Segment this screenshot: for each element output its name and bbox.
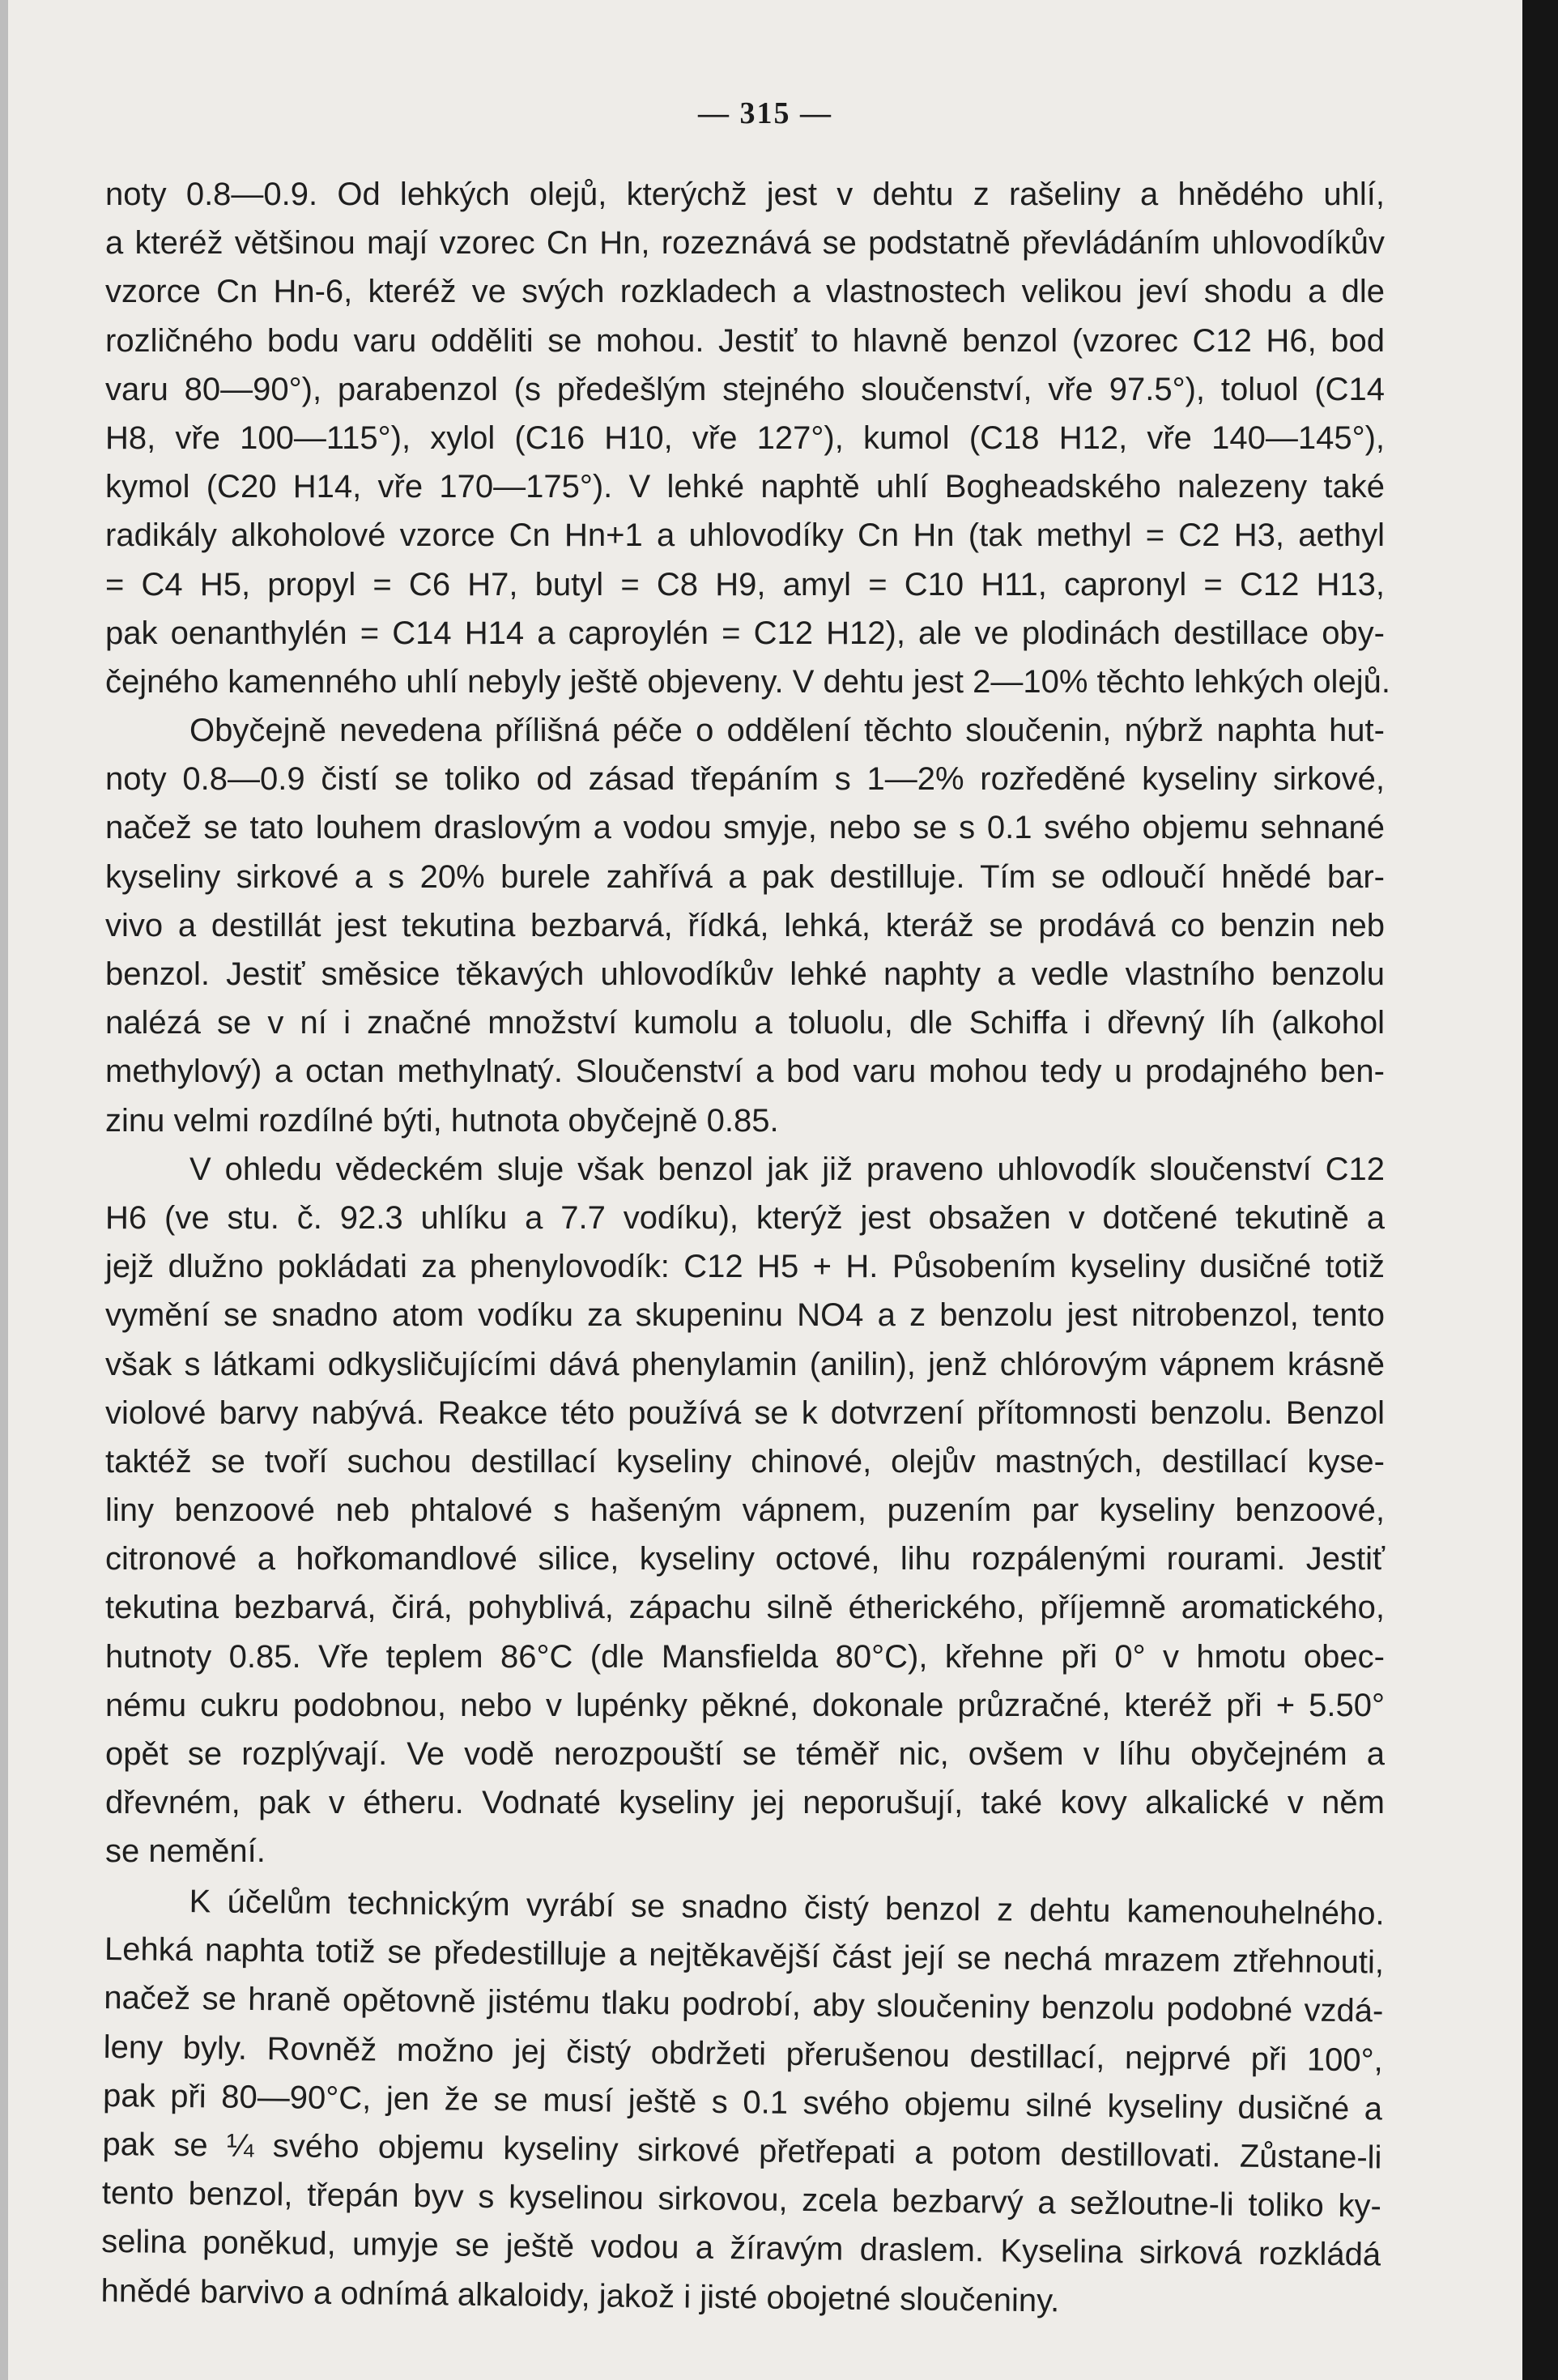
text-line: kyseliny sirkové a s 20% burele zahřívá a pak destilluje. Tím se odloučí hnědé bar- <box>105 858 1385 895</box>
text-line: citronové a hořkomandlové silice, kyseliny octové, lihu rozpálenými rourami. Jestiť <box>105 1541 1385 1577</box>
text-line: nalézá se v ní i značné množství kumolu a toluolu, dle Schiffa i dřevný líh (alkohol <box>105 1005 1385 1041</box>
text-line: methylový) a octan methylnatý. Sloučenství a bod varu mohou tedy u prodajného ben- <box>105 1054 1385 1090</box>
text-line: pak oenanthylén = C14 H14 a caproylén = C12 H12), ale ve plodinách destillace oby- <box>105 615 1385 651</box>
body-text <box>100 170 1390 2318</box>
text-line: = C4 H5, propyl = C6 H7, butyl = C8 H9, amyl = C10 H11, capronyl = C12 H13, <box>105 566 1385 602</box>
text-line: taktéž se tvoří suchou destillací kyseliny chinové, olejův mastných, destillací kyse- <box>105 1443 1385 1480</box>
text-line: Lehká naphta totiž se předestilluje a nejtěkavější část její se nechá mrazem ztřehnouti, <box>104 1931 1385 1981</box>
text-line: benzol. Jestiť směsice těkavých uhlovodíkův lehké naphty a vedle vlastního benzolu <box>105 956 1385 992</box>
text-line: načež se hraně opětovně jistému tlaku podrobí, aby sloučeniny benzolu podobné vzdá- <box>104 1979 1384 2029</box>
text-line: načež se tato louhem draslovým a vodou smyje, nebo se s 0.1 svého objemu sehnané <box>105 810 1385 846</box>
text-line: K účelům technickým vyrábí se snadno čistý benzol z dehtu kamenouhelného. <box>189 1883 1385 1932</box>
text-line: leny byly. Rovněž možno jej čistý obdržeti přerušenou destillací, nejprvé při 100°, <box>103 2029 1383 2078</box>
text-line: H6 (ve stu. č. 92.3 uhlíku a 7.7 vodíku), kterýž jest obsažen v dotčené tekutině a <box>105 1199 1385 1236</box>
page-number: — 315 — <box>698 96 832 130</box>
text-line: jejž dlužno pokládati za phenylovodík: C12 H5 + H. Působením kyseliny dusičné totiž <box>105 1249 1385 1285</box>
text-line: nému cukru podobnou, nebo v lupénky pěkné, dokonale průzračné, kteréž při + 5.50° <box>105 1687 1385 1723</box>
text-line: pak se ¼ svého objemu kyseliny sirkové přetřepati a potom destillovati. Zůstane-li <box>102 2126 1382 2176</box>
text-line: však s látkami odkysličujícími dává phenylamin (anilin), jenž chlórovým vápnem krásně <box>105 1346 1385 1382</box>
paragraph-1 <box>105 170 1390 706</box>
text-line: rozličného bodu varu odděliti se mohou. Jestiť to hlavně benzol (vzorec C12 H6, bod <box>105 322 1385 359</box>
text-line: zinu velmi rozdílné býti, hutnota obyčejně 0.85. <box>105 1102 779 1139</box>
text-line: kymol (C20 H14, vře 170—175°). V lehké naphtě uhlí Bogheadského nalezeny také <box>105 469 1385 505</box>
text-line: opět se rozplývají. Ve vodě nerozpouští se téměř nic, ovšem v líhu obyčejném a <box>105 1736 1385 1772</box>
text-line: violové barvy nabývá. Reakce této používá se k dotvrzení přítomnosti benzolu. Benzol <box>105 1394 1385 1431</box>
text-line: hnědé barvivo a odnímá alkaloidy, jakož i jisté obojetné sloučeniny. <box>100 2272 1060 2318</box>
paragraph-3 <box>105 1145 1385 1876</box>
paragraph-4 <box>100 1876 1385 2328</box>
text-line: čejného kamenného uhlí nebyly ještě objeveny. V dehtu jest 2—10% těchto lehkých olejů. <box>105 663 1390 700</box>
text-line: varu 80—90°), parabenzol (s předešlým stejného sloučenství, vře 97.5°), toluol (C14 <box>105 371 1385 407</box>
text-line: vzorce Cn Hn-6, kteréž ve svých rozkladech a vlastnostech velikou jeví shodu a dle <box>105 274 1385 310</box>
text-line: liny benzoové neb phtalové s hašeným vápnem, puzením par kyseliny benzoové, <box>105 1492 1385 1529</box>
text-line: vivo a destillát jest tekutina bezbarvá, řídká, lehká, kteráž se prodává co benzin neb <box>105 907 1385 943</box>
text-line: H8, vře 100—115°), xylol (C16 H10, vře 127°), kumol (C18 H12, vře 140—145°), <box>105 419 1385 456</box>
text-line: pak při 80—90°C, jen že se musí ještě s 0.1 svého objemu silné kyseliny dusičné a <box>102 2077 1383 2127</box>
text-line: radikály alkoholové vzorce Cn Hn+1 a uhlovodíky Cn Hn (tak methyl = C2 H3, aethyl <box>105 517 1385 554</box>
text-line: hutnoty 0.85. Vře teplem 86°C (dle Mansfielda 80°C), křehne při 0° v hmotu obec- <box>105 1638 1385 1675</box>
text-line: selina poněkud, umyje se ještě vodou a žíravým draslem. Kyselina sirková rozkládá <box>101 2223 1381 2273</box>
text-line: tekutina bezbarvá, čirá, pohyblivá, zápachu silně étherického, příjemně aromatického, <box>105 1590 1385 1626</box>
text-line: vymění se snadno atom vodíku za skupeninu NO4 a z benzolu jest nitrobenzol, tento <box>105 1297 1385 1334</box>
text-line: se nemění. <box>105 1833 266 1870</box>
text-line: tento benzol, třepán byv s kyselinou sirkovou, zcela bezbarvý a sežloutne-li toliko ky- <box>101 2174 1382 2225</box>
text-line: noty 0.8—0.9 čistí se toliko od zásad třepáním s 1—2% rozředěné kyseliny sirkové, <box>105 761 1385 798</box>
text-line: Obyčejně nevedena přílišná péče o oddělení těchto sloučenin, nýbrž naphta hut- <box>189 713 1385 749</box>
text-line: noty 0.8—0.9. Od lehkých olejů, kterýchž jest v dehtu z rašeliny a hnědého uhlí, <box>105 177 1385 212</box>
text-line: dřevném, pak v étheru. Vodnaté kyseliny jej neporušují, také kovy alkalické v něm <box>105 1785 1385 1821</box>
scan-edge-strip <box>1522 0 1558 2380</box>
text-line: V ohledu vědeckém sluje však benzol jak již praveno uhlovodík sloučenství C12 <box>189 1151 1385 1187</box>
text-line: a kteréž většinou mají vzorec Cn Hn, rozeznává se podstatně převládáním uhlovodíkův <box>105 225 1385 262</box>
paragraph-2 <box>105 706 1385 1145</box>
